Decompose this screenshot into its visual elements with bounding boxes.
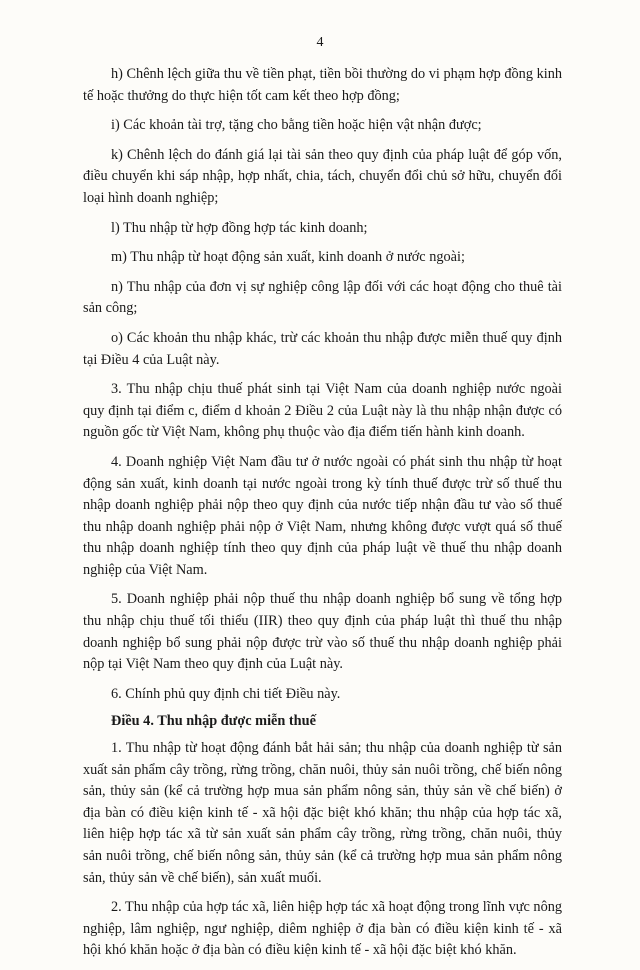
article-heading: Điều 4. Thu nhập được miễn thuế bbox=[111, 713, 316, 730]
paragraph-l: l) Thu nhập từ hợp đồng hợp tác kinh doanh; bbox=[111, 219, 368, 236]
article-paragraph-1: 1. Thu nhập từ hoạt động đánh bắt hải sản; thu nhập của doanh nghiệp từ sản xuất sản phẩm cây trồng, rừng trồng, chăn nuôi, thủy sản nuôi trồng, chế biến nông sản, thủy sản (kể cả trường hợp mua sản phẩm nông sản, thủy sản về chế biến) ở địa bàn có điều kiện kinh tế - xã hội đặc biệt khó khăn; thu nhập của hợp tác xã, liên hiệp hợp tác xã từ sản xuất sản phẩm cây trồng, rừng trồng, chăn nuôi, thủy sản nuôi trồng, chế biến nông sản, thủy sản (kể cả trường hợp mua sản phẩm nông sản, thủy sản về chế biến), sản xuất muối. bbox=[83, 740, 562, 886]
paragraph-h: h) Chênh lệch giữa thu về tiền phạt, tiền bồi thường do vi phạm hợp đồng kinh tế hoặc thưởng do thực hiện tốt cam kết theo hợp đồng; bbox=[83, 66, 562, 104]
paragraph-6: 6. Chính phủ quy định chi tiết Điều này. bbox=[111, 685, 341, 702]
paragraph-i: i) Các khoản tài trợ, tặng cho bằng tiền hoặc hiện vật nhận được; bbox=[111, 117, 482, 134]
paragraph-3: 3. Thu nhập chịu thuế phát sinh tại Việt Nam của doanh nghiệp nước ngoài quy định tại điểm c, điểm d khoản 2 Điều 2 của Luật này là thu nhập nhận được có nguồn gốc từ Việt Nam, không phụ thuộc vào địa điểm tiến hành kinh doanh. bbox=[83, 381, 562, 441]
paragraph-4: 4. Doanh nghiệp Việt Nam đầu tư ở nước ngoài có phát sinh thu nhập từ hoạt động sản xuất, kinh doanh tại nước ngoài trong kỳ tính thuế được trừ số thuế thu nhập doanh nghiệp phải nộp theo quy định của nước tiếp nhận đầu tư vào số thuế thu nhập doanh nghiệp phải nộp ở Việt Nam, nhưng không được vượt quá số thuế thu nhập doanh nghiệp tính theo quy định của pháp luật về thuế thu nhập doanh nghiệp của Việt Nam. bbox=[83, 453, 562, 578]
article-paragraph-2: 2. Thu nhập của hợp tác xã, liên hiệp hợp tác xã hoạt động trong lĩnh vực nông nghiệp, lâm nghiệp, ngư nghiệp, diêm nghiệp ở địa bàn có điều kiện kinh tế - xã hội khó khăn hoặc ở địa bàn có điều kiện kinh tế - xã hội đặc biệt khó khăn. bbox=[83, 899, 563, 959]
paragraph-o: o) Các khoản thu nhập khác, trừ các khoản thu nhập được miễn thuế quy định tại Điều 4 của Luật này. bbox=[83, 329, 562, 368]
paragraph-5: 5. Doanh nghiệp phải nộp thuế thu nhập doanh nghiệp bổ sung về tổng hợp thu nhập chịu thuế tối thiểu (IIR) theo quy định của pháp luật thì thuế thu nhập doanh nghiệp bổ sung phải nộp được trừ vào số thuế thu nhập doanh nghiệp phải nộp tại Việt Nam theo quy định của Luật này. bbox=[83, 591, 562, 673]
paragraph-k: k) Chênh lệch do đánh giá lại tài sản theo quy định của pháp luật để góp vốn, điều chuyển khi sáp nhập, hợp nhất, chia, tách, chuyển đổi chủ sở hữu, chuyển đổi loại hình doanh nghiệp; bbox=[83, 146, 562, 206]
page-number: 4 bbox=[316, 35, 324, 50]
paragraph-n: n) Thu nhập của đơn vị sự nghiệp công lập đối với các hoạt động cho thuê tài sản công; bbox=[83, 278, 562, 317]
document-body bbox=[83, 64, 562, 970]
paragraph-m: m) Thu nhập từ hoạt động sản xuất, kinh doanh ở nước ngoài; bbox=[111, 249, 465, 266]
